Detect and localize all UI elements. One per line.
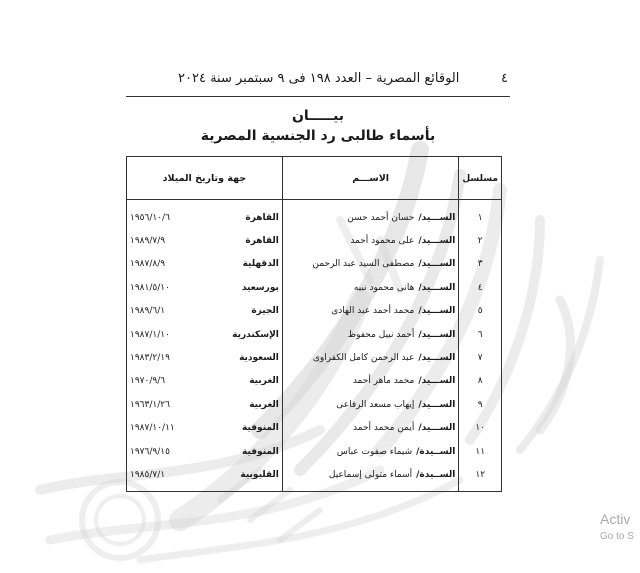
row-birth-date: ١٩٨٧/١/١٠ bbox=[130, 329, 170, 340]
row-honorific: الســـيد/ bbox=[418, 212, 456, 223]
row-birth-cell bbox=[127, 276, 283, 299]
row-person-name: هانى محمود نبيه bbox=[353, 282, 415, 293]
row-serial: ٩ bbox=[459, 393, 502, 416]
table-row bbox=[127, 370, 502, 393]
row-honorific: الســـيد/ bbox=[418, 236, 456, 247]
row-birth-cell bbox=[127, 229, 283, 252]
row-person-name: محمد أحمد عبد الهادى bbox=[331, 306, 415, 317]
table-row bbox=[127, 393, 502, 416]
row-honorific: الســـيد/ bbox=[418, 423, 456, 434]
row-person-name: شيماء صفوت عباس bbox=[336, 446, 413, 457]
table-row bbox=[127, 417, 502, 440]
table-row bbox=[127, 440, 502, 463]
row-name-cell bbox=[282, 323, 459, 346]
row-birth-cell bbox=[127, 323, 283, 346]
table-header-row bbox=[127, 157, 502, 200]
serial-column-header: مسلسل bbox=[459, 157, 502, 200]
table-header bbox=[127, 157, 502, 200]
row-birth-date: ١٩٨٧/٨/٩ bbox=[130, 259, 166, 270]
row-person-name: إيهاب مسعد الرفاعى bbox=[336, 399, 415, 410]
table-row bbox=[127, 276, 502, 299]
row-birth-place: المنوفية bbox=[242, 423, 279, 434]
row-serial: ١٠ bbox=[459, 417, 502, 440]
row-birth-date: ١٩٥٦/١٠/٦ bbox=[130, 212, 170, 223]
row-person-name: أحمد نبيل محفوظ bbox=[347, 329, 415, 340]
row-name-cell bbox=[282, 276, 459, 299]
row-name-cell bbox=[282, 370, 459, 393]
row-honorific: الســـيد/ bbox=[418, 259, 456, 270]
row-honorific: الســـيد/ bbox=[418, 353, 456, 364]
table-row bbox=[127, 253, 502, 276]
row-name-cell bbox=[282, 229, 459, 252]
row-birth-place: الجيزة bbox=[251, 306, 279, 317]
activation-watermark bbox=[600, 511, 634, 542]
table-row bbox=[127, 229, 502, 252]
row-birth-cell bbox=[127, 346, 283, 369]
birth-column-header: جهة وتاريخ الميلاد bbox=[127, 157, 283, 200]
row-birth-date: ١٩٨٧/١٠/١١ bbox=[130, 423, 175, 434]
row-birth-place: القاهرة bbox=[245, 212, 279, 223]
activation-line-2: Go to S bbox=[600, 531, 634, 542]
row-person-name: محمد ماهر أحمد bbox=[352, 376, 415, 387]
row-honorific: الســـيد/ bbox=[418, 376, 456, 387]
applicants-table bbox=[126, 156, 502, 492]
row-birth-cell bbox=[127, 300, 283, 323]
row-birth-place: بورسعيد bbox=[241, 282, 279, 293]
row-birth-date: ١٩٨٥/٧/١ bbox=[130, 469, 166, 480]
row-name-cell bbox=[282, 346, 459, 369]
row-person-name: حسان أحمد حسن bbox=[347, 212, 415, 223]
row-honorific: الســـيد/ bbox=[418, 329, 456, 340]
table-row bbox=[127, 346, 502, 369]
row-honorific: الســـيد/ bbox=[418, 282, 456, 293]
row-serial: ٥ bbox=[459, 300, 502, 323]
row-birth-date: ١٩٨٩/٦/١ bbox=[130, 306, 166, 317]
row-name-cell bbox=[282, 417, 459, 440]
row-birth-cell bbox=[127, 440, 283, 463]
row-name-cell bbox=[282, 440, 459, 463]
row-serial: ١١ bbox=[459, 440, 502, 463]
row-serial: ٢ bbox=[459, 229, 502, 252]
row-birth-cell bbox=[127, 370, 283, 393]
table-row bbox=[127, 323, 502, 346]
row-serial: ٤ bbox=[459, 276, 502, 299]
statement-subtitle: بأسماء طالبى رد الجنسية المصرية bbox=[200, 128, 436, 144]
row-birth-place: الغربية bbox=[249, 399, 279, 410]
row-birth-cell bbox=[127, 200, 283, 230]
row-birth-date: ١٩٧٠/٩/٦ bbox=[130, 376, 166, 387]
row-name-cell bbox=[282, 253, 459, 276]
row-name-cell bbox=[282, 200, 459, 230]
row-serial: ٣ bbox=[459, 253, 502, 276]
row-serial: ١٢ bbox=[459, 463, 502, 491]
table-body bbox=[127, 200, 502, 492]
row-serial: ١ bbox=[459, 200, 502, 230]
row-person-name: مصطفى السيد عبد الرحمن bbox=[312, 259, 415, 270]
row-honorific: الســـيد/ bbox=[418, 399, 456, 410]
running-header bbox=[126, 71, 510, 89]
header-rule bbox=[126, 96, 510, 97]
row-birth-cell bbox=[127, 463, 283, 491]
statement-title: بيـــــان bbox=[291, 108, 345, 124]
row-birth-place: السعودية bbox=[239, 353, 279, 364]
gazette-issue-line: الوقائع المصرية – العدد ١٩٨ فى ٩ سبتمبر سنة ٢٠٢٤ bbox=[178, 71, 460, 86]
name-column-header: الاســـم bbox=[282, 157, 459, 200]
row-birth-place: المنوفية bbox=[242, 446, 279, 457]
row-serial: ٦ bbox=[459, 323, 502, 346]
row-birth-date: ١٩٨٣/٢/١٩ bbox=[130, 353, 170, 364]
row-name-cell bbox=[282, 393, 459, 416]
row-name-cell bbox=[282, 300, 459, 323]
page-number: ٤ bbox=[501, 71, 508, 86]
row-person-name: أيمن محمد أحمد bbox=[353, 423, 415, 434]
row-birth-date: ١٩٧٦/٩/١٥ bbox=[130, 446, 170, 457]
row-birth-cell bbox=[127, 393, 283, 416]
row-birth-place: القليوبية bbox=[240, 469, 279, 480]
row-honorific: الســـيد/ bbox=[418, 306, 456, 317]
row-name-cell bbox=[282, 463, 459, 491]
row-birth-cell bbox=[127, 253, 283, 276]
row-honorific: الســيدة/ bbox=[416, 469, 456, 480]
row-birth-date: ١٩٦٣/١/٢٦ bbox=[130, 399, 170, 410]
row-person-name: على محمود أحمد bbox=[350, 236, 415, 247]
row-person-name: أسماء متولى إسماعيل bbox=[328, 469, 413, 480]
row-serial: ٨ bbox=[459, 370, 502, 393]
activation-line-1: Activ bbox=[600, 511, 631, 527]
row-serial: ٧ bbox=[459, 346, 502, 369]
table-row bbox=[127, 463, 502, 491]
row-birth-place: القاهرة bbox=[245, 236, 279, 247]
row-birth-date: ١٩٨١/٥/١٠ bbox=[130, 282, 170, 293]
row-birth-cell bbox=[127, 417, 283, 440]
row-birth-place: الإسكندرية bbox=[232, 329, 279, 340]
row-birth-place: الدقهلية bbox=[242, 259, 279, 270]
row-birth-date: ١٩٨٩/٧/٩ bbox=[130, 236, 166, 247]
table-row bbox=[127, 300, 502, 323]
row-honorific: الســيدة/ bbox=[416, 446, 456, 457]
table-row bbox=[127, 200, 502, 230]
row-birth-place: الغربية bbox=[249, 376, 279, 387]
row-person-name: عبد الرحمن كامل الكفراوى bbox=[312, 353, 415, 364]
